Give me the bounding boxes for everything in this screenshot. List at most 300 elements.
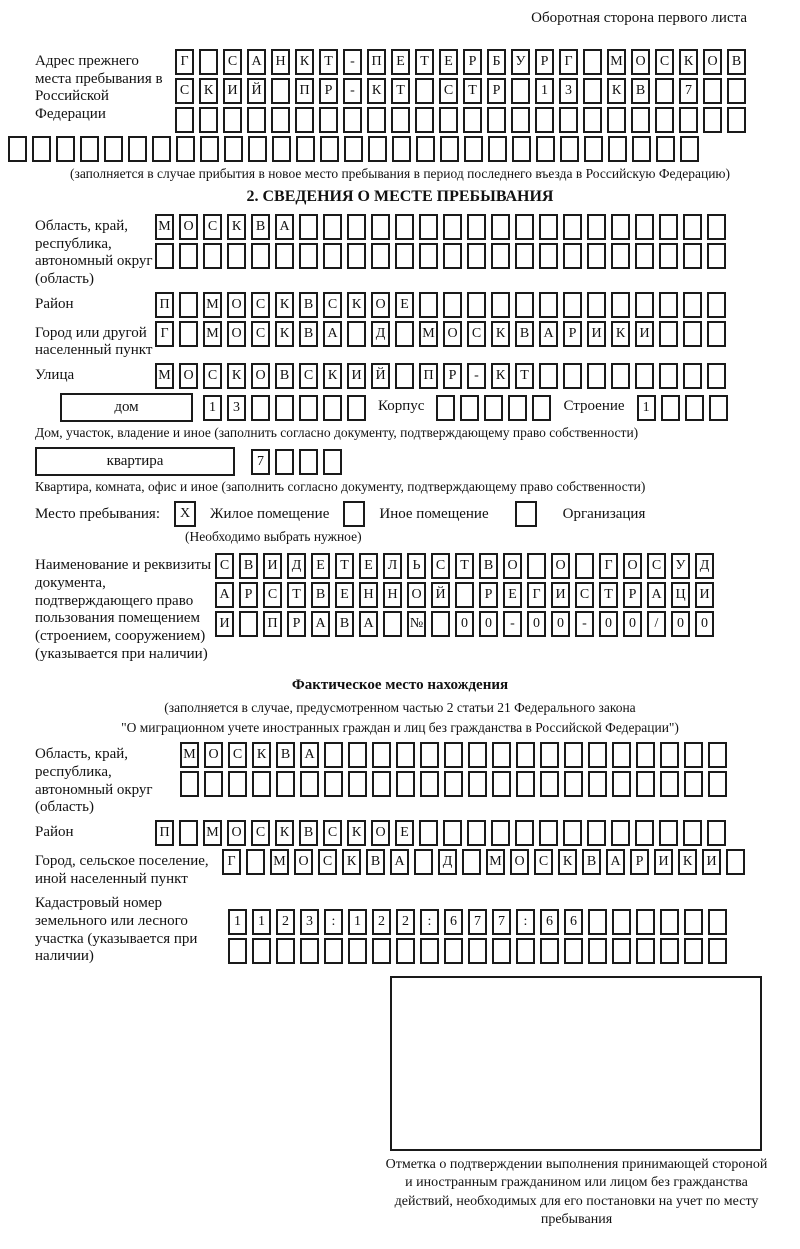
char-box[interactable]: К <box>558 849 577 875</box>
char-box[interactable] <box>515 820 534 846</box>
char-box[interactable] <box>539 243 558 269</box>
char-box[interactable]: 1 <box>535 78 554 104</box>
char-box[interactable] <box>180 771 199 797</box>
char-box[interactable]: В <box>582 849 601 875</box>
char-box[interactable] <box>655 107 674 133</box>
char-box[interactable]: В <box>366 849 385 875</box>
char-box[interactable] <box>612 771 631 797</box>
char-box[interactable]: К <box>679 49 698 75</box>
char-box[interactable] <box>176 136 195 162</box>
char-box[interactable] <box>635 820 654 846</box>
char-box[interactable] <box>487 107 506 133</box>
char-box[interactable]: С <box>431 553 450 579</box>
char-box[interactable]: С <box>323 292 342 318</box>
char-box[interactable] <box>726 849 745 875</box>
char-box[interactable] <box>252 938 271 964</box>
char-box[interactable]: О <box>510 849 529 875</box>
char-box[interactable] <box>199 107 218 133</box>
char-box[interactable] <box>372 771 391 797</box>
char-box[interactable]: А <box>323 321 342 347</box>
char-box[interactable]: Р <box>287 611 306 637</box>
char-box[interactable] <box>683 820 702 846</box>
char-box[interactable] <box>179 243 198 269</box>
char-box[interactable]: К <box>347 820 366 846</box>
char-box[interactable]: С <box>299 363 318 389</box>
char-box[interactable]: Е <box>335 582 354 608</box>
char-box[interactable] <box>392 136 411 162</box>
char-box[interactable]: У <box>511 49 530 75</box>
char-box[interactable] <box>656 136 675 162</box>
char-box[interactable] <box>683 363 702 389</box>
char-box[interactable]: А <box>539 321 558 347</box>
char-box[interactable] <box>155 243 174 269</box>
char-box[interactable]: О <box>179 214 198 240</box>
char-box[interactable] <box>611 243 630 269</box>
char-box[interactable] <box>563 363 582 389</box>
char-box[interactable]: В <box>727 49 746 75</box>
char-box[interactable] <box>707 292 726 318</box>
char-box[interactable] <box>152 136 171 162</box>
char-box[interactable]: А <box>275 214 294 240</box>
char-box[interactable] <box>271 107 290 133</box>
char-box[interactable]: О <box>371 820 390 846</box>
char-box[interactable] <box>395 321 414 347</box>
char-box[interactable]: К <box>607 78 626 104</box>
char-box[interactable] <box>372 742 391 768</box>
char-box[interactable]: Н <box>271 49 290 75</box>
char-box[interactable]: С <box>215 553 234 579</box>
char-box[interactable] <box>251 243 270 269</box>
char-box[interactable] <box>468 771 487 797</box>
char-box[interactable]: 0 <box>455 611 474 637</box>
char-box[interactable]: К <box>342 849 361 875</box>
char-box[interactable]: 0 <box>551 611 570 637</box>
char-box[interactable]: Й <box>247 78 266 104</box>
char-box[interactable] <box>299 243 318 269</box>
char-box[interactable] <box>539 214 558 240</box>
char-box[interactable] <box>272 136 291 162</box>
char-box[interactable] <box>468 938 487 964</box>
char-box[interactable] <box>575 553 594 579</box>
char-box[interactable] <box>467 820 486 846</box>
char-box[interactable] <box>491 243 510 269</box>
char-box[interactable]: В <box>299 292 318 318</box>
checkbox-inoe[interactable] <box>343 501 365 527</box>
char-box[interactable] <box>492 742 511 768</box>
char-box[interactable]: О <box>443 321 462 347</box>
char-box[interactable] <box>727 78 746 104</box>
char-box[interactable]: О <box>251 363 270 389</box>
char-box[interactable] <box>223 107 242 133</box>
char-box[interactable]: Т <box>463 78 482 104</box>
char-box[interactable] <box>563 292 582 318</box>
char-box[interactable] <box>685 395 704 421</box>
char-box[interactable] <box>419 292 438 318</box>
char-box[interactable]: С <box>655 49 674 75</box>
char-box[interactable]: М <box>155 214 174 240</box>
char-box[interactable]: Т <box>415 49 434 75</box>
checkbox-organizaciya[interactable] <box>515 501 537 527</box>
char-box[interactable] <box>468 742 487 768</box>
char-box[interactable]: 7 <box>679 78 698 104</box>
char-box[interactable]: К <box>275 820 294 846</box>
char-box[interactable] <box>179 321 198 347</box>
char-box[interactable]: В <box>479 553 498 579</box>
char-box[interactable] <box>179 292 198 318</box>
char-box[interactable]: Р <box>630 849 649 875</box>
char-box[interactable] <box>467 243 486 269</box>
char-box[interactable]: В <box>275 363 294 389</box>
char-box[interactable]: 7 <box>251 449 270 475</box>
char-box[interactable] <box>396 938 415 964</box>
char-box[interactable] <box>563 214 582 240</box>
char-box[interactable]: И <box>635 321 654 347</box>
char-box[interactable]: Г <box>599 553 618 579</box>
char-box[interactable] <box>539 363 558 389</box>
char-box[interactable]: 7 <box>468 909 487 935</box>
char-box[interactable] <box>228 938 247 964</box>
char-box[interactable]: 0 <box>623 611 642 637</box>
char-box[interactable] <box>444 771 463 797</box>
char-box[interactable] <box>683 292 702 318</box>
char-box[interactable]: С <box>323 820 342 846</box>
char-box[interactable] <box>467 214 486 240</box>
char-box[interactable]: С <box>439 78 458 104</box>
char-box[interactable]: С <box>251 321 270 347</box>
char-box[interactable]: М <box>203 292 222 318</box>
char-box[interactable] <box>420 742 439 768</box>
char-box[interactable] <box>583 78 602 104</box>
char-box[interactable]: О <box>294 849 313 875</box>
char-box[interactable]: М <box>203 820 222 846</box>
char-box[interactable]: С <box>263 582 282 608</box>
char-box[interactable]: 1 <box>348 909 367 935</box>
char-box[interactable] <box>324 742 343 768</box>
char-box[interactable] <box>516 771 535 797</box>
char-box[interactable] <box>611 820 630 846</box>
char-box[interactable]: И <box>695 582 714 608</box>
char-box[interactable]: О <box>551 553 570 579</box>
char-box[interactable] <box>488 136 507 162</box>
char-box[interactable] <box>323 243 342 269</box>
char-box[interactable] <box>343 107 362 133</box>
char-box[interactable]: М <box>203 321 222 347</box>
char-box[interactable] <box>608 136 627 162</box>
char-box[interactable] <box>516 742 535 768</box>
char-box[interactable] <box>347 243 366 269</box>
char-box[interactable]: Е <box>311 553 330 579</box>
char-box[interactable]: Т <box>515 363 534 389</box>
char-box[interactable]: А <box>606 849 625 875</box>
char-box[interactable]: : <box>324 909 343 935</box>
char-box[interactable] <box>128 136 147 162</box>
char-box[interactable] <box>612 742 631 768</box>
char-box[interactable]: : <box>420 909 439 935</box>
char-box[interactable] <box>415 78 434 104</box>
char-box[interactable]: А <box>247 49 266 75</box>
char-box[interactable] <box>680 136 699 162</box>
char-box[interactable] <box>491 292 510 318</box>
char-box[interactable]: О <box>227 820 246 846</box>
char-box[interactable]: О <box>623 553 642 579</box>
dom-widebox[interactable]: дом <box>60 393 193 422</box>
char-box[interactable] <box>440 136 459 162</box>
char-box[interactable] <box>460 395 479 421</box>
char-box[interactable] <box>348 938 367 964</box>
char-box[interactable]: П <box>155 292 174 318</box>
char-box[interactable]: Й <box>371 363 390 389</box>
char-box[interactable] <box>464 136 483 162</box>
char-box[interactable] <box>296 136 315 162</box>
char-box[interactable]: Е <box>391 49 410 75</box>
char-box[interactable]: Т <box>599 582 618 608</box>
char-box[interactable] <box>632 136 651 162</box>
char-box[interactable] <box>372 938 391 964</box>
char-box[interactable] <box>275 243 294 269</box>
char-box[interactable]: В <box>251 214 270 240</box>
char-box[interactable]: - <box>467 363 486 389</box>
char-box[interactable]: Р <box>443 363 462 389</box>
char-box[interactable] <box>588 938 607 964</box>
char-box[interactable]: С <box>251 292 270 318</box>
char-box[interactable]: К <box>678 849 697 875</box>
char-box[interactable] <box>8 136 27 162</box>
char-box[interactable] <box>492 938 511 964</box>
char-box[interactable]: 3 <box>559 78 578 104</box>
char-box[interactable] <box>175 107 194 133</box>
char-box[interactable] <box>536 136 555 162</box>
char-box[interactable]: - <box>343 49 362 75</box>
char-box[interactable] <box>708 938 727 964</box>
char-box[interactable]: 1 <box>228 909 247 935</box>
char-box[interactable]: М <box>419 321 438 347</box>
char-box[interactable] <box>320 136 339 162</box>
char-box[interactable] <box>414 849 433 875</box>
char-box[interactable]: С <box>223 49 242 75</box>
char-box[interactable] <box>348 742 367 768</box>
char-box[interactable] <box>323 395 342 421</box>
char-box[interactable] <box>660 771 679 797</box>
char-box[interactable] <box>659 214 678 240</box>
char-box[interactable] <box>655 78 674 104</box>
kvartira-widebox[interactable]: квартира <box>35 447 235 476</box>
char-box[interactable] <box>455 582 474 608</box>
char-box[interactable] <box>323 214 342 240</box>
char-box[interactable] <box>371 214 390 240</box>
char-box[interactable] <box>491 214 510 240</box>
char-box[interactable] <box>539 820 558 846</box>
char-box[interactable] <box>636 938 655 964</box>
char-box[interactable] <box>443 820 462 846</box>
char-box[interactable] <box>512 136 531 162</box>
char-box[interactable]: № <box>407 611 426 637</box>
char-box[interactable]: В <box>276 742 295 768</box>
char-box[interactable]: А <box>300 742 319 768</box>
char-box[interactable] <box>300 938 319 964</box>
char-box[interactable]: Е <box>359 553 378 579</box>
char-box[interactable] <box>563 243 582 269</box>
char-box[interactable] <box>252 771 271 797</box>
char-box[interactable] <box>660 938 679 964</box>
char-box[interactable]: К <box>275 321 294 347</box>
char-box[interactable]: К <box>252 742 271 768</box>
char-box[interactable]: Р <box>563 321 582 347</box>
char-box[interactable] <box>564 938 583 964</box>
char-box[interactable]: - <box>575 611 594 637</box>
char-box[interactable] <box>660 909 679 935</box>
char-box[interactable] <box>703 107 722 133</box>
char-box[interactable] <box>32 136 51 162</box>
char-box[interactable] <box>275 395 294 421</box>
char-box[interactable] <box>684 909 703 935</box>
char-box[interactable] <box>444 742 463 768</box>
char-box[interactable] <box>275 449 294 475</box>
char-box[interactable] <box>227 243 246 269</box>
char-box[interactable]: В <box>335 611 354 637</box>
char-box[interactable] <box>612 938 631 964</box>
char-box[interactable] <box>443 214 462 240</box>
char-box[interactable] <box>271 78 290 104</box>
char-box[interactable] <box>683 214 702 240</box>
char-box[interactable] <box>612 909 631 935</box>
char-box[interactable] <box>708 771 727 797</box>
char-box[interactable]: Ь <box>407 553 426 579</box>
char-box[interactable] <box>540 742 559 768</box>
char-box[interactable] <box>247 107 266 133</box>
char-box[interactable]: Е <box>439 49 458 75</box>
char-box[interactable]: Г <box>175 49 194 75</box>
char-box[interactable] <box>368 136 387 162</box>
char-box[interactable]: О <box>179 363 198 389</box>
char-box[interactable] <box>491 820 510 846</box>
char-box[interactable] <box>540 771 559 797</box>
char-box[interactable] <box>707 363 726 389</box>
char-box[interactable]: М <box>180 742 199 768</box>
char-box[interactable] <box>659 243 678 269</box>
char-box[interactable]: А <box>311 611 330 637</box>
char-box[interactable] <box>563 820 582 846</box>
char-box[interactable] <box>587 820 606 846</box>
char-box[interactable]: Т <box>319 49 338 75</box>
char-box[interactable] <box>607 107 626 133</box>
char-box[interactable] <box>492 771 511 797</box>
char-box[interactable] <box>611 214 630 240</box>
char-box[interactable] <box>583 107 602 133</box>
char-box[interactable]: Г <box>527 582 546 608</box>
char-box[interactable] <box>295 107 314 133</box>
char-box[interactable]: П <box>263 611 282 637</box>
char-box[interactable] <box>587 292 606 318</box>
char-box[interactable]: 2 <box>372 909 391 935</box>
char-box[interactable]: Т <box>455 553 474 579</box>
char-box[interactable] <box>228 771 247 797</box>
char-box[interactable]: И <box>587 321 606 347</box>
char-box[interactable] <box>431 611 450 637</box>
char-box[interactable] <box>239 611 258 637</box>
char-box[interactable] <box>564 742 583 768</box>
char-box[interactable]: И <box>223 78 242 104</box>
char-box[interactable]: В <box>515 321 534 347</box>
char-box[interactable]: М <box>486 849 505 875</box>
char-box[interactable]: 6 <box>444 909 463 935</box>
char-box[interactable]: 0 <box>671 611 690 637</box>
char-box[interactable] <box>420 771 439 797</box>
char-box[interactable] <box>344 136 363 162</box>
char-box[interactable] <box>584 136 603 162</box>
char-box[interactable] <box>635 214 654 240</box>
char-box[interactable]: В <box>631 78 650 104</box>
char-box[interactable] <box>709 395 728 421</box>
char-box[interactable] <box>347 321 366 347</box>
char-box[interactable] <box>299 214 318 240</box>
char-box[interactable]: С <box>318 849 337 875</box>
char-box[interactable]: Р <box>487 78 506 104</box>
char-box[interactable] <box>443 292 462 318</box>
char-box[interactable] <box>708 909 727 935</box>
char-box[interactable]: : <box>516 909 535 935</box>
char-box[interactable] <box>80 136 99 162</box>
char-box[interactable] <box>516 938 535 964</box>
char-box[interactable]: 7 <box>492 909 511 935</box>
char-box[interactable] <box>660 742 679 768</box>
char-box[interactable]: О <box>227 321 246 347</box>
char-box[interactable]: П <box>419 363 438 389</box>
char-box[interactable] <box>56 136 75 162</box>
char-box[interactable] <box>635 243 654 269</box>
char-box[interactable] <box>463 107 482 133</box>
char-box[interactable]: Р <box>463 49 482 75</box>
char-box[interactable] <box>707 820 726 846</box>
char-box[interactable] <box>419 820 438 846</box>
char-box[interactable] <box>395 243 414 269</box>
char-box[interactable]: К <box>227 363 246 389</box>
char-box[interactable] <box>276 938 295 964</box>
char-box[interactable] <box>251 395 270 421</box>
char-box[interactable] <box>276 771 295 797</box>
char-box[interactable] <box>199 49 218 75</box>
char-box[interactable] <box>396 742 415 768</box>
char-box[interactable] <box>420 938 439 964</box>
char-box[interactable]: С <box>203 363 222 389</box>
char-box[interactable]: У <box>671 553 690 579</box>
char-box[interactable]: А <box>215 582 234 608</box>
char-box[interactable] <box>588 771 607 797</box>
char-box[interactable]: Р <box>239 582 258 608</box>
char-box[interactable]: 0 <box>695 611 714 637</box>
char-box[interactable]: К <box>491 363 510 389</box>
char-box[interactable] <box>248 136 267 162</box>
char-box[interactable]: А <box>359 611 378 637</box>
char-box[interactable] <box>444 938 463 964</box>
char-box[interactable] <box>300 771 319 797</box>
char-box[interactable]: Р <box>319 78 338 104</box>
char-box[interactable]: Б <box>487 49 506 75</box>
char-box[interactable]: И <box>263 553 282 579</box>
char-box[interactable] <box>396 771 415 797</box>
char-box[interactable]: О <box>227 292 246 318</box>
char-box[interactable]: Е <box>395 292 414 318</box>
char-box[interactable]: К <box>347 292 366 318</box>
char-box[interactable]: 2 <box>276 909 295 935</box>
char-box[interactable] <box>419 214 438 240</box>
char-box[interactable] <box>611 292 630 318</box>
char-box[interactable]: К <box>199 78 218 104</box>
char-box[interactable] <box>532 395 551 421</box>
char-box[interactable] <box>539 292 558 318</box>
char-box[interactable] <box>684 771 703 797</box>
char-box[interactable] <box>367 107 386 133</box>
char-box[interactable]: - <box>503 611 522 637</box>
